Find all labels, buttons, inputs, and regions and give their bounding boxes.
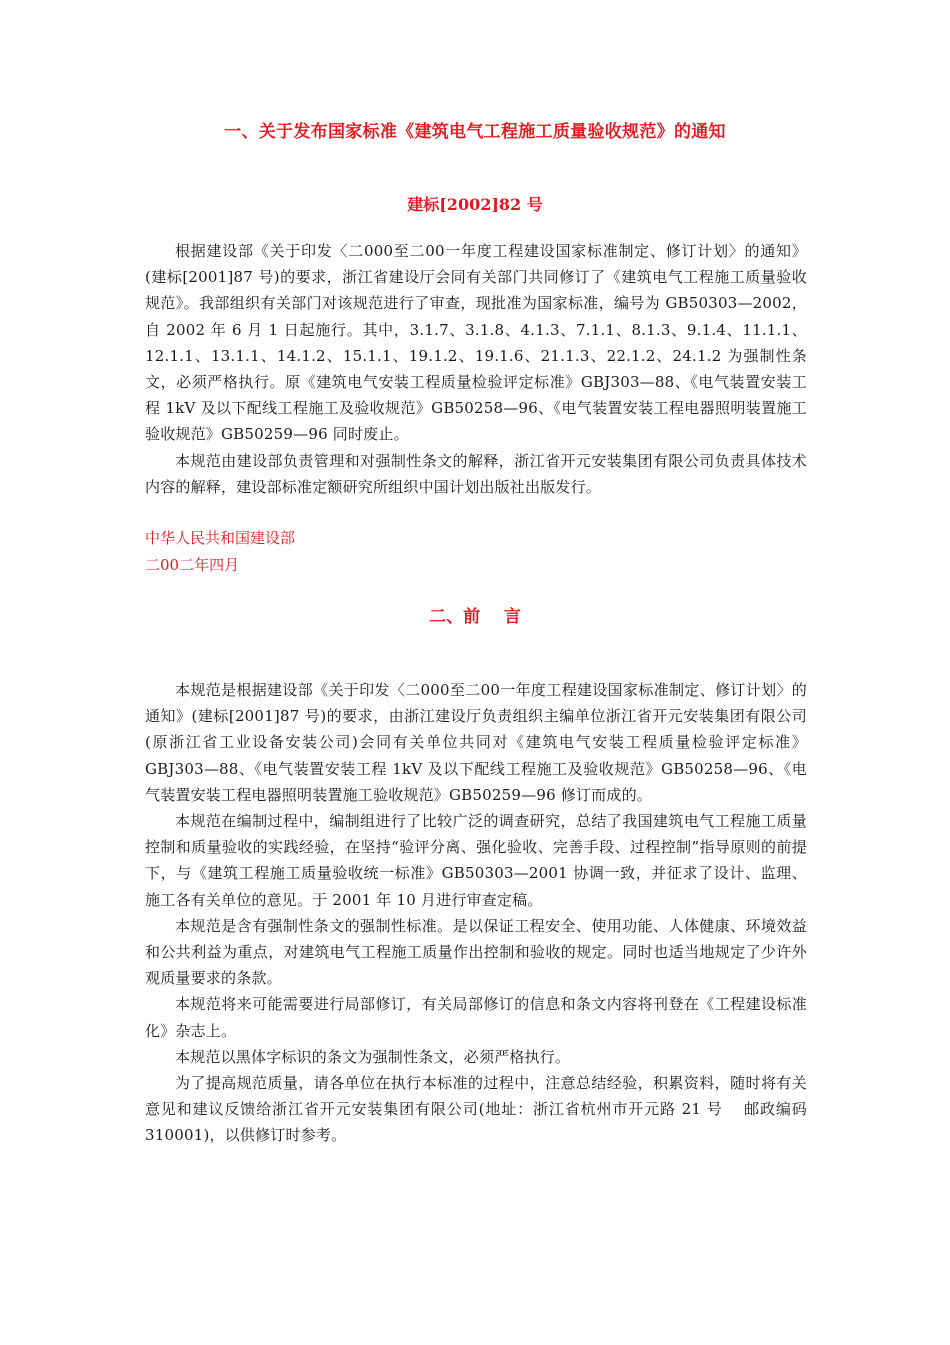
- preface-paragraph: 为了提高规范质量，请各单位在执行本标准的过程中，注意总结经验，积累资料，随时将有关意见和建议反馈给浙江省开元安装集团有限公司(地址：浙江省杭州市开元路 21 号 邮政编码 310001)，以供修订时参考。: [145, 1074, 807, 1145]
- preface-paragraph: 本规范是根据建设部《关于印发〈二000至二00一年度工程建设国家标准制定、修订计划〉的通知》(建标[2001]87 号)的要求，由浙江建设厅负责组织主编单位浙江省开元安装集团有限公司(原浙江省工业设备安装公司)会同有关单位共同对《建筑电气安装工程质量检验评定标准》GBJ303—88、《电气装置安装工程 1kV 及以下配线工程施工及验收规范》GB50258—96、《电气装置安装工程电器照明装置施工验收规范》GB50259—96 修订而成的。: [145, 681, 807, 804]
- notice-issuer: 中华人民共和国建设部: [145, 529, 296, 547]
- preface-body: [145, 677, 807, 1149]
- notice-body: [145, 238, 807, 500]
- preface-paragraph: 本规范以黑体字标识的条文为强制性条文，必须严格执行。: [175, 1047, 571, 1066]
- notice-doc-number: 建标[2002]82 号: [407, 195, 543, 214]
- notice-date: 二00二年四月: [145, 556, 240, 574]
- preface-title: 二、前 言: [429, 607, 521, 627]
- preface-paragraph: 本规范在编制过程中，编制组进行了比较广泛的调查研究，总结了我国建筑电气工程施工质量控制和质量验收的实践经验，在坚持“验评分离、强化验收、完善手段、过程控制”指导原则的前提下，与《建筑工程施工质量验收统一标准》GB50303—2001 协调一致，并征求了设计、监理、施工各有关单位的意见。于 2001 年 10 月进行审查定稿。: [145, 812, 807, 909]
- notice-title: 一、关于发布国家标准《建筑电气工程施工质量验收规范》的通知: [224, 122, 726, 142]
- preface-paragraph: 本规范将来可能需要进行局部修订，有关局部修订的信息和条文内容将刊登在《工程建设标准化》杂志上。: [145, 995, 807, 1040]
- notice-paragraph: 本规范由建设部负责管理和对强制性条文的解释，浙江省开元安装集团有限公司负责具体技术内容的解释，建设部标准定额研究所组织中国计划出版社出版发行。: [145, 451, 807, 496]
- notice-paragraph: 根据建设部《关于印发〈二000至二00一年度工程建设国家标准制定、修订计划〉的通知》(建标[2001]87 号)的要求，浙江省建设厅会同有关部门共同修订了《建筑电气工程施工质量验收规范》。我部组织有关部门对该规范进行了审查，现批准为国家标准，编号为 GB50303—2002，自 2002 年 6 月 1 日起施行。其中，3.1.7、3.1.8、4.1.3、7.1.1、8.1.3、9.1.4、11.1.1、12.1.1、13.1.1、14.1.2、15.1.1、19.1.2、19.1.6、21.1.3、22.1.2、24.1.2 为强制性条文，必须严格执行。原《建筑电气安装工程质量检验评定标准》GBJ303—88、《电气装置安装工程 1kV 及以下配线工程施工及验收规范》GB50258—96、《电气装置安装工程电器照明装置施工验收规范》GB50259—96 同时废止。: [145, 242, 807, 444]
- preface-paragraph: 本规范是含有强制性条文的强制性标准。是以保证工程安全、使用功能、人体健康、环境效益和公共利益为重点，对建筑电气工程施工质量作出控制和验收的规定。同时也适当地规定了少许外观质量要求的条款。: [145, 916, 807, 988]
